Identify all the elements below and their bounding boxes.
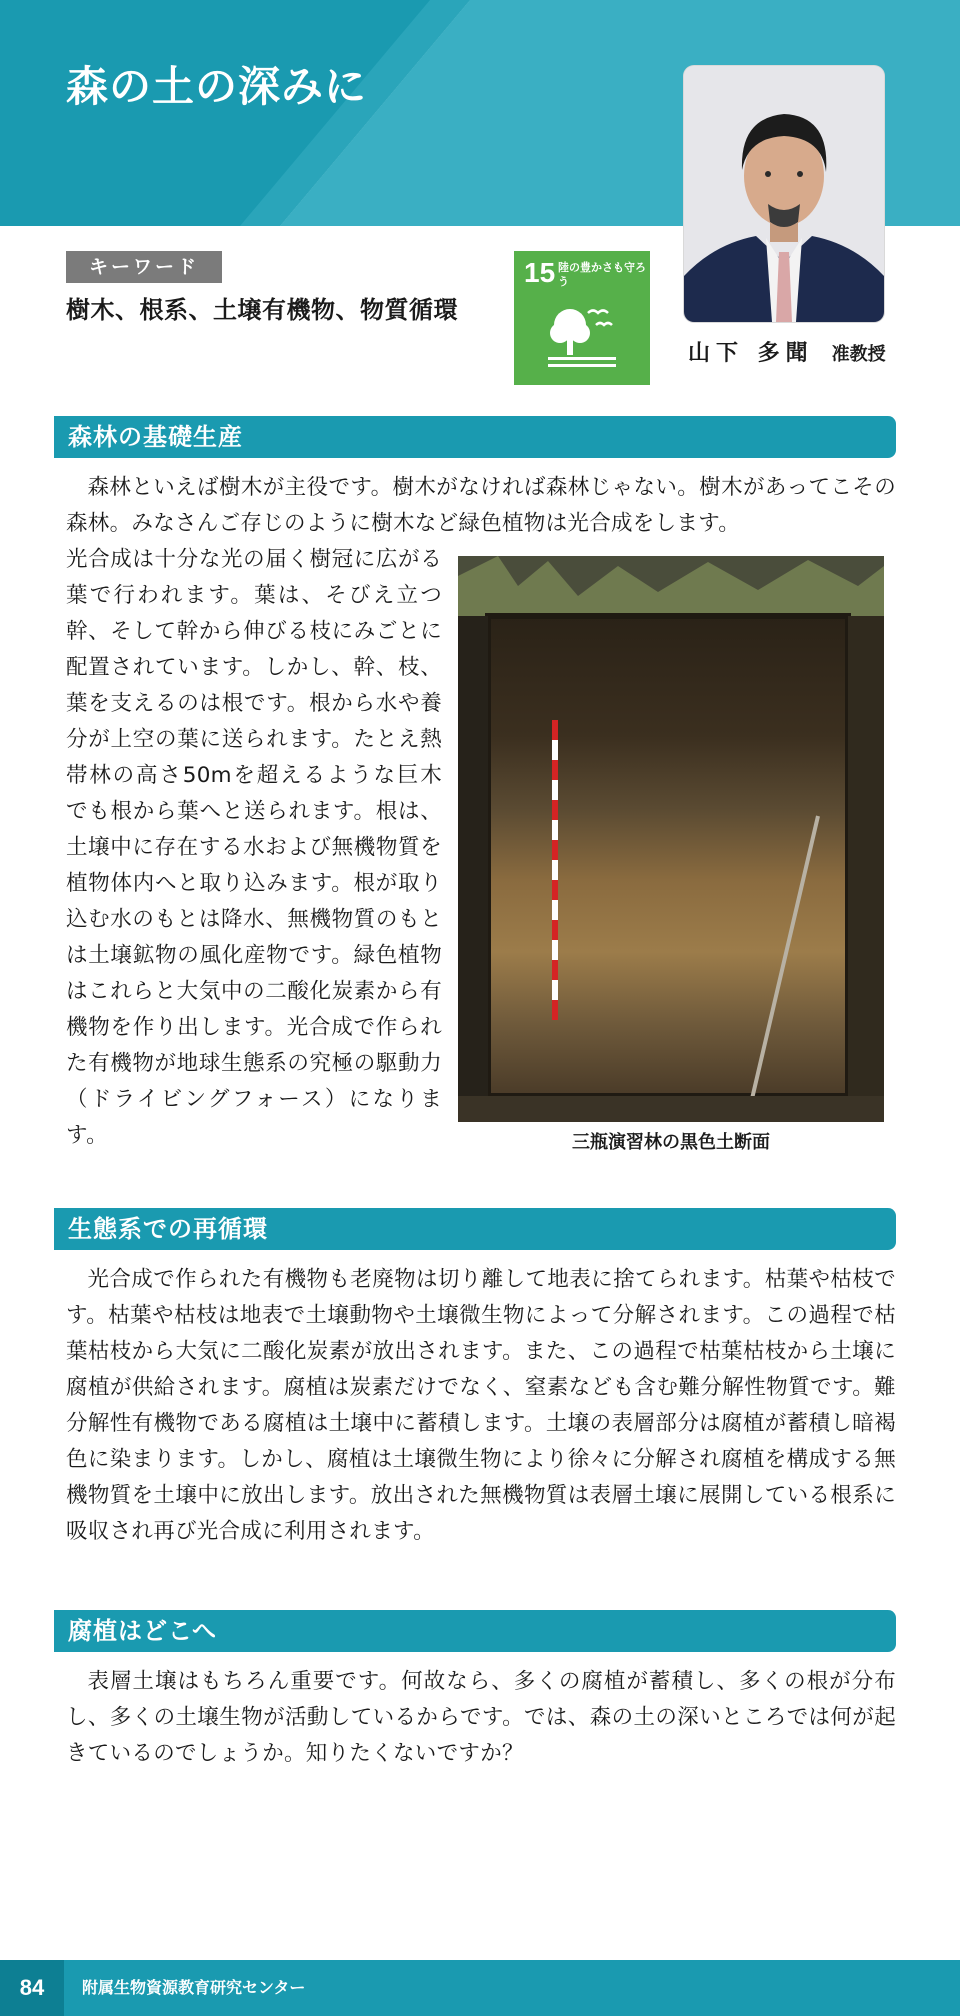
page-number: 84: [0, 1960, 64, 2016]
author-title: 准教授: [831, 344, 886, 365]
section-intro-paragraph: 森林といえば樹木が主役です。樹木がなければ森林じゃない。樹木があってこその森林。みなさんご存じのように樹木など緑色植物は光合成をします。: [66, 475, 896, 536]
page-footer: [0, 1960, 960, 2016]
author-photo: [684, 66, 884, 322]
page-title: 森の土の深みに: [66, 62, 368, 111]
sdg-badge: [514, 251, 650, 385]
soil-profile-photo: [458, 556, 884, 1122]
author-name: 山下 多聞: [688, 341, 814, 366]
section-heading-basic-production: 森林の基礎生産: [54, 416, 896, 458]
section-heading-recycling: 生態系での再循環: [54, 1208, 896, 1250]
section-recycling-paragraph: 光合成で作られた有機物も老廃物は切り離して地表に捨てられます。枯葉や枯枝です。枯葉や枯枝は地表で土壌動物や土壌微生物によって分解されます。この過程で枯葉枯枝から大気に二酸化炭素が放出されます。また、この過程で枯葉枯枝から土壌に腐植が供給されます。腐植は炭素だけでなく、窒素なども含む難分解性物質です。難分解性有機物である腐植は土壌中に蓄積します。土壌の表層部分は腐植が蓄積し暗褐色に染まります。しかし、腐植は土壌微生物により徐々に分解され腐植を構成する無機物質を土壌中に放出します。放出された無機物質は表層土壌に展開している根系に吸収され再び光合成に利用されます。: [66, 1267, 896, 1544]
sdg-number: 15: [524, 257, 556, 288]
sdg-label: 陸の豊かさも守ろう: [558, 261, 646, 288]
section-heading-humus: 腐植はどこへ: [54, 1610, 896, 1652]
footer-text: 附属生物資源教育研究センター: [82, 1978, 306, 1997]
section-humus-paragraph: 表層土壌はもちろん重要です。何故なら、多くの腐植が蓄積し、多くの根が分布し、多くの土壌生物が活動しているからです。では、森の土の深いところでは何が起きているのでしょうか。知りたくないですか？: [66, 1669, 896, 1766]
keyword-badge: キーワード: [66, 251, 222, 283]
figure-caption: 三瓶演習林の黒色土断面: [572, 1132, 770, 1153]
keyword-text: 樹木、根系、土壌有機物、物質循環: [66, 296, 458, 324]
tree-and-birds-icon: [544, 299, 620, 373]
author: [688, 336, 888, 368]
section-column-paragraph: 光合成は十分な光の届く樹冠に広がる葉で行われます。葉は、そびえ立つ幹、そして幹から伸びる枝にみごとに配置されています。しかし、幹、枝、葉を支えるのは根です。根から水や養分が上空の葉に送られます。たとえ熱帯林の高さ50mを超えるような巨木でも根から葉へと送られます。根は、土壌中に存在する水および無機物質を植物体内へと取り込みます。根が取り込む水のもとは降水、無機物質のもとは土壌鉱物の風化産物です。緑色植物はこれらと大気中の二酸化炭素から有機物を作り出します。光合成で作られた有機物が地球生態系の究極の駆動力（ドライビングフォース）になります。: [66, 547, 442, 1148]
